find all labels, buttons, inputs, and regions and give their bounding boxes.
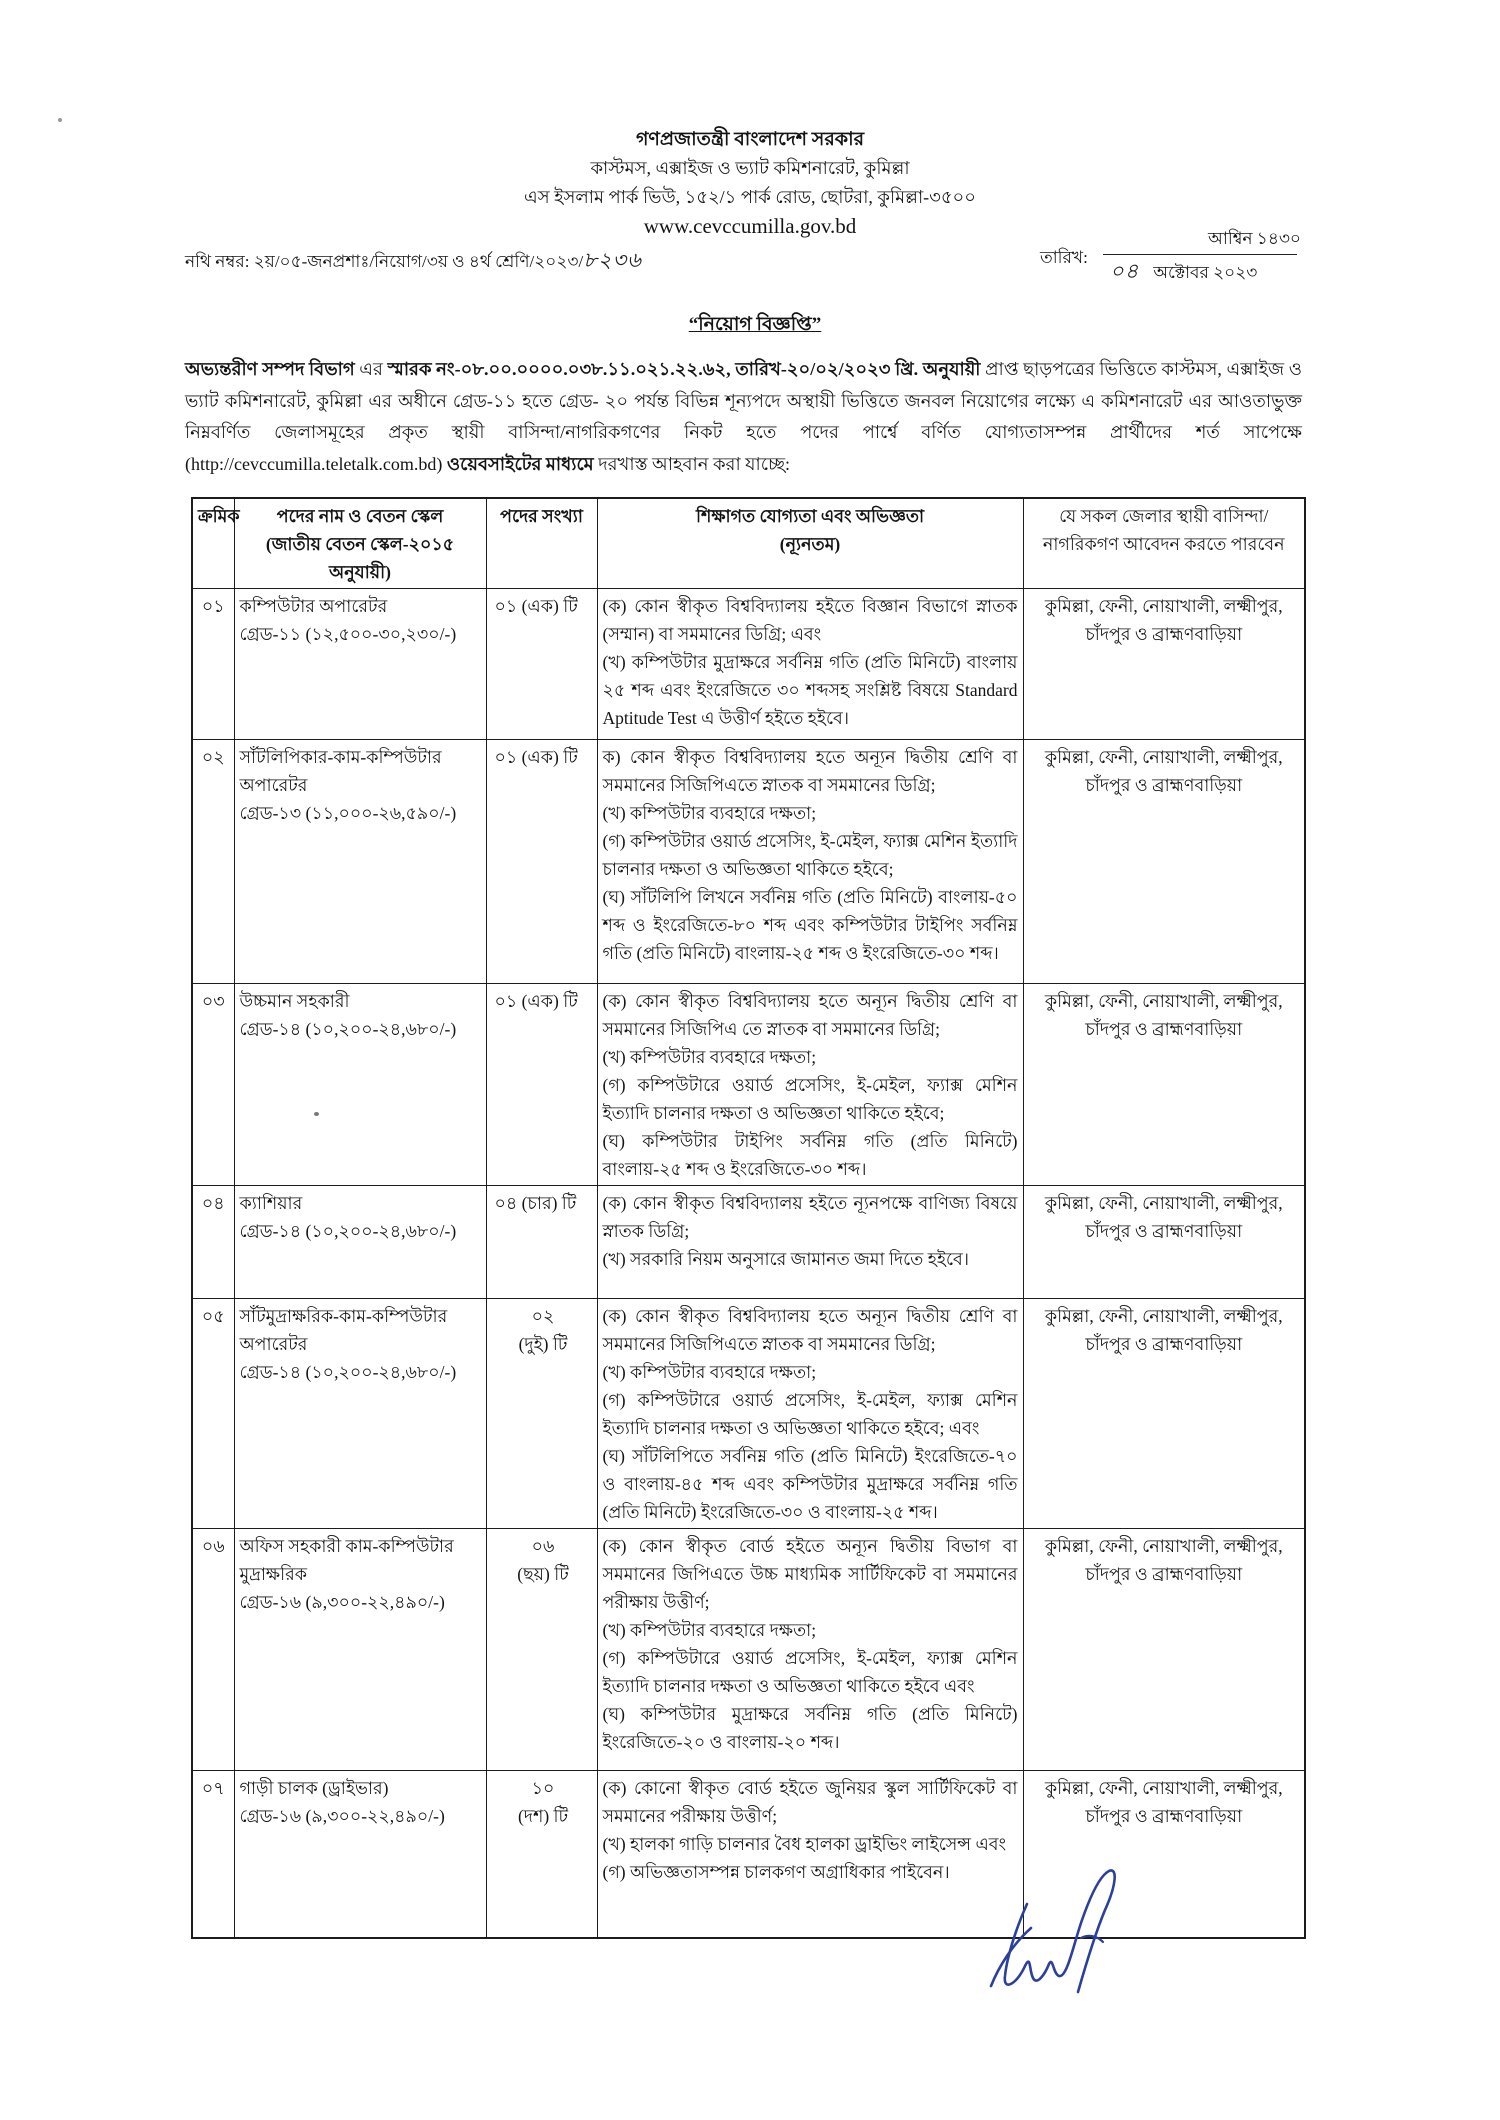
qualification-item: (খ) কম্পিউটার ব্যবহারে দক্ষতা;	[602, 1362, 817, 1382]
districts-cell: কুমিল্লা, ফেনী, নোয়াখালী, লক্ষ্মীপুর, চাঁদপুর ও ব্রাহ্মণবাড়িয়া	[1023, 1186, 1305, 1299]
header-post-line: (জাতীয় বেতন স্কেল-২০১৫ অনুযায়ী)	[265, 534, 455, 582]
header-row	[192, 498, 1305, 589]
signature-stroke	[991, 1928, 1031, 1986]
qualification-cell	[597, 1299, 1023, 1529]
serial-cell: ০১	[192, 589, 234, 740]
qualification-item: (ক) কোন স্বীকৃত বিশ্ববিদ্যালয় হইতে বিজ্ঞান বিভাগে স্নাতক (সম্মান) বা সমমানের ডিগ্রি; এবং	[602, 596, 1018, 644]
count-line: ০৬	[531, 1536, 555, 1556]
header-qualification	[597, 498, 1023, 589]
table-row	[192, 1529, 1305, 1771]
notice-title	[10, 310, 1500, 340]
table-row	[192, 589, 1305, 740]
header-count: পদের সংখ্যা	[486, 498, 597, 589]
signature-stroke	[1081, 1936, 1103, 1942]
qualification-item: (খ) হালকা গাড়ি চালনার বৈধ হালকা ড্রাইভিং লাইসেন্স এবং	[602, 1834, 1007, 1854]
post-name: গাড়ী চালক (ড্রাইভার)	[239, 1778, 389, 1798]
districts-cell: কুমিল্লা, ফেনী, নোয়াখালী, লক্ষ্মীপুর, চাঁদপুর ও ব্রাহ্মণবাড়িয়া	[1023, 589, 1305, 740]
header-districts: যে সকল জেলার স্থায়ী বাসিন্দা/নাগরিকগণ আবেদন করতে পারবেন	[1023, 498, 1305, 589]
qualification-item: (ক) কোন স্বীকৃত বিশ্ববিদ্যালয় হইতে ন্যূনপক্ষে বাণিজ্য বিষয়ে স্নাতক ডিগ্রি;	[602, 1193, 1018, 1241]
count-cell	[486, 1771, 597, 1939]
vacancy-table-body	[192, 589, 1305, 1939]
serial-cell: ০৩	[192, 984, 234, 1186]
qualification-item: (ঘ) সাঁটলিপি লিখনে সর্বনিম্ন গতি (প্রতি মিনিটে) বাংলায়-৫০ শব্দ ও ইংরেজিতে-৮০ শব্দ এবং কম্পিউটার টাইপিং সর্বনিম্ন গতি (প্রতি মিনিটে) বাংলায়-২৫ শব্দ ও ইংরেজিতে-৩০ শব্দ।	[602, 887, 1018, 963]
intro-text: দরখাস্ত আহবান করা যাচ্ছে:	[593, 453, 791, 474]
qualification-item: (ক) কোনো স্বীকৃত বোর্ড হইতে জুনিয়র স্কুল সার্টিফিকেট বা সমমানের পরীক্ষায় উত্তীর্ণ;	[602, 1778, 1018, 1826]
government-title: গণপ্রজাতন্ত্রী বাংলাদেশ সরকার	[635, 129, 865, 150]
file-number	[185, 246, 642, 276]
serial-cell: ০৬	[192, 1529, 234, 1771]
post-grade: গ্রেড-১১ (১২,৫০০-৩০,২৩০/-)	[239, 624, 457, 644]
count-line: ০১ (এক) টি	[494, 991, 578, 1011]
count-cell	[486, 1299, 597, 1529]
post-name: সাঁটলিপিকার-কাম-কম্পিউটার অপারেটর	[239, 747, 442, 795]
districts-cell: কুমিল্লা, ফেনী, নোয়াখালী, লক্ষ্মীপুর, চাঁদপুর ও ব্রাহ্মণবাড়িয়া	[1023, 740, 1305, 984]
count-line: ০২	[531, 1306, 555, 1326]
districts-cell: কুমিল্লা, ফেনী, নোয়াখালী, লক্ষ্মীপুর, চাঁদপুর ও ব্রাহ্মণবাড়িয়া	[1023, 1299, 1305, 1529]
file-number-handwritten: ৮২৩৬	[583, 248, 642, 272]
qualification-item: (ঘ) কম্পিউটার টাইপিং সর্বনিম্ন গতি (প্রতি মিনিটে) বাংলায়-২৫ শব্দ ও ইংরেজিতে-৩০ শব্দ।	[602, 1131, 1018, 1179]
qualification-item: (ঘ) কম্পিউটার মুদ্রাক্ষরে সর্বনিম্ন গতি (প্রতি মিনিটে) ইংরেজিতে-২০ ও বাংলায়-২০ শব্দ।	[602, 1704, 1018, 1752]
districts-cell: কুমিল্লা, ফেনী, নোয়াখালী, লক্ষ্মীপুর, চাঁদপুর ও ব্রাহ্মণবাড়িয়া	[1023, 1529, 1305, 1771]
post-name: ক্যাশিয়ার	[239, 1193, 303, 1213]
notice-intro-paragraph	[185, 354, 1302, 480]
post-name: সাঁটমুদ্রাক্ষরিক-কাম-কম্পিউটার অপারেটর	[239, 1306, 448, 1354]
post-cell	[234, 589, 486, 740]
post-grade: গ্রেড-১৪ (১০,২০০-২৪,৬৮০/-)	[239, 1221, 457, 1241]
districts-cell: কুমিল্লা, ফেনী, নোয়াখালী, লক্ষ্মীপুর, চাঁদপুর ও ব্রাহ্মণবাড়িয়া	[1023, 984, 1305, 1186]
qualification-item: (খ) কম্পিউটার মুদ্রাক্ষরে সর্বনিম্ন গতি (প্রতি মিনিটে) বাংলায় ২৫ শব্দ এবং ইংরেজিতে ৩০ শব্দসহ সংশ্লিষ্ট বিষয়ে Standard Aptitude Test এ উত্তীর্ণ হইতে হইবে।	[602, 652, 1018, 728]
qualification-cell	[597, 1529, 1023, 1771]
signature-stroke	[1005, 1870, 1115, 1992]
date-day-handwritten: ০৪	[1110, 259, 1140, 283]
qualification-item: (খ) কম্পিউটার ব্যবহারে দক্ষতা;	[602, 1047, 817, 1067]
intro-memo-reference: স্মারক নং-০৮.০০.০০০০.০৩৮.১১.০২১.২২.৬২, তারিখ-২০/০২/২০২৩ খ্রি. অনুযায়ী	[387, 359, 981, 379]
file-number-label: নথি নম্বর: ২য়/০৫-জনপ্রশাঃ/নিয়োগ/৩য় ও ৪র্থ শ্রেণি/২০২৩/	[185, 252, 584, 271]
header-qualification-line: (ন্যূনতম)	[779, 534, 841, 554]
qualification-cell	[597, 1771, 1023, 1939]
office-name: কাস্টমস, এক্সাইজ ও ভ্যাট কমিশনারেট, কুমিল্লা	[590, 158, 910, 178]
scan-speck	[58, 118, 62, 122]
qualification-cell	[597, 984, 1023, 1186]
header-serial: ক্রমিক	[192, 498, 234, 589]
qualification-item: (গ) কম্পিউটার ওয়ার্ড প্রসেসিং, ই-মেইল, ফ্যাক্স মেশিন ইত্যাদি চালনার দক্ষতা ও অভিজ্ঞতা থাকিতে হইবে;	[602, 831, 1018, 879]
post-grade: গ্রেড-১৩ (১১,০০০-২৬,৫৯০/-)	[239, 803, 457, 823]
districts-cell: কুমিল্লা, ফেনী, নোয়াখালী, লক্ষ্মীপুর, চাঁদপুর ও ব্রাহ্মণবাড়িয়া	[1023, 1771, 1305, 1939]
qualification-cell	[597, 589, 1023, 740]
office-address: এস ইসলাম পার্ক ভিউ, ১৫২/১ পার্ক রোড, ছোটরা, কুমিল্লা-৩৫০০	[524, 187, 976, 207]
qualification-item: (খ) কম্পিউটার ব্যবহারে দক্ষতা;	[602, 803, 817, 823]
post-name: উচ্চমান সহকারী	[239, 991, 350, 1011]
table-row	[192, 984, 1305, 1186]
table-row	[192, 1771, 1305, 1939]
table-row	[192, 740, 1305, 984]
intro-division: অভ্যন্তরীণ সম্পদ বিভাগ	[185, 359, 355, 379]
serial-cell: ০৪	[192, 1186, 234, 1299]
handwritten-signature-icon	[985, 1864, 1135, 1996]
count-line: ০১ (এক) টি	[494, 596, 578, 616]
count-line: ১০	[531, 1778, 555, 1798]
post-cell	[234, 1529, 486, 1771]
post-grade: গ্রেড-১৪ (১০,২০০-২৪,৬৮০/-)	[239, 1362, 457, 1382]
qualification-item: (খ) সরকারি নিয়ম অনুসারে জামানত জমা দিতে হইবে।	[602, 1249, 970, 1269]
qualification-item: (গ) কম্পিউটারে ওয়ার্ড প্রসেসিং, ই-মেইল, ফ্যাক্স মেশিন ইত্যাদি চালনার দক্ষতা ও অভিজ্ঞতা থাকিতে হইবে;	[602, 1075, 1018, 1123]
notice-title-text: “নিয়োগ বিজ্ঞপ্তি”	[688, 314, 822, 335]
count-line: (দশ) টি	[517, 1806, 569, 1826]
date-month-year: অক্টোবর ২০২৩	[1153, 263, 1258, 282]
date-bangla-calendar: আশ্বিন ১৪৩০	[1208, 229, 1301, 248]
count-line: (দুই) টি	[518, 1334, 568, 1354]
intro-text: এর	[354, 359, 388, 379]
header-post	[234, 498, 486, 589]
post-grade: গ্রেড-১৪ (১০,২০০-২৪,৬৮০/-)	[239, 1019, 457, 1039]
post-cell	[234, 984, 486, 1186]
count-line: (ছয়) টি	[517, 1564, 569, 1584]
vacancy-table-header	[192, 498, 1305, 589]
post-grade: গ্রেড-১৬ (৯,৩০০-২২,৪৯০/-)	[239, 1806, 445, 1826]
count-line: ০৪ (চার) টি	[494, 1193, 577, 1213]
qualification-item: (ক) কোন স্বীকৃত বিশ্ববিদ্যালয় হতে অন্যূন দ্বিতীয় শ্রেণি বা সমমানের সিজিপিএ তে স্নাতক বা সমমানের ডিগ্রি;	[602, 991, 1018, 1039]
qualification-item: (ক) কোন স্বীকৃত বিশ্ববিদ্যালয় হতে অন্যূন দ্বিতীয় শ্রেণি বা সমমানের সিজিপিএতে স্নাতক বা সমমানের ডিগ্রি;	[602, 1306, 1018, 1354]
qualification-item: (ক) কোন স্বীকৃত বোর্ড হইতে অন্যূন দ্বিতীয় বিভাগ বা সমমানের জিপিএতে উচ্চ মাধ্যমিক সার্টিফিকেট বা সমমানের পরীক্ষায় উত্তীর্ণ;	[602, 1536, 1018, 1612]
table-row	[192, 1186, 1305, 1299]
qualification-cell	[597, 740, 1023, 984]
intro-website-phrase: ওয়েবসাইটের মাধ্যমে	[446, 453, 594, 474]
qualification-item: (খ) কম্পিউটার ব্যবহারে দক্ষতা;	[602, 1620, 817, 1640]
post-grade: গ্রেড-১৬ (৯,৩০০-২২,৪৯০/-)	[239, 1592, 445, 1612]
intro-text: প্রাপ্ত ছাড়পত্রের ভিত্তিতে কাস্টমস, এক্সাইজ ও ভ্যাট কমিশনারেট, কুমিল্লা এর অধীনে গ্রেড-১১ হতে গ্রেড- ২০ পর্যন্ত বিভিন্ন শূন্যপদে অস্থায়ী ভিত্তিতে জনবল নিয়োগের লক্ষ্যে এ কমিশনারেট এর আওতাভুক্ত নিম্নবর্ণিত জেলাসমূহের প্রকৃত স্থায়ী বাসিন্দা/নাগরিকগণের নিকট হতে পদের পার্শ্বে বর্ণিত যোগ্যতাসম্পন্ন প্রার্থীদের শর্ত সাপেক্ষে (http://cevccumilla.teletalk.com.bd)	[185, 359, 1302, 474]
office-website: www.cevccumilla.gov.bd	[643, 214, 857, 238]
qualification-cell	[597, 1186, 1023, 1299]
serial-cell: ০৫	[192, 1299, 234, 1529]
qualification-item: (গ) কম্পিউটারে ওয়ার্ড প্রসেসিং, ই-মেইল, ফ্যাক্স মেশিন ইত্যাদি চালনার দক্ষতা ও অভিজ্ঞতা থাকিতে হইবে এবং	[602, 1648, 1018, 1696]
post-cell	[234, 1771, 486, 1939]
count-cell	[486, 740, 597, 984]
qualification-item: (গ) কম্পিউটারে ওয়ার্ড প্রসেসিং, ই-মেইল, ফ্যাক্স মেশিন ইত্যাদি চালনার দক্ষতা ও অভিজ্ঞতা থাকিতে হইবে; এবং	[602, 1390, 1018, 1438]
date-divider	[1103, 254, 1297, 255]
post-name: অফিস সহকারী কাম-কম্পিউটার মুদ্রাক্ষরিক	[239, 1536, 454, 1584]
header-qualification-line: শিক্ষাগত যোগ্যতা এবং অভিজ্ঞতা	[695, 506, 925, 526]
serial-cell: ০৭	[192, 1771, 234, 1939]
date-label: তারিখ:	[1040, 248, 1088, 267]
post-cell	[234, 1299, 486, 1529]
table-row	[192, 1299, 1305, 1529]
count-cell	[486, 984, 597, 1186]
header-post-line: পদের নাম ও বেতন স্কেল	[276, 506, 444, 526]
qualification-item: (ঘ) সাঁটলিপিতে সর্বনিম্ন গতি (প্রতি মিনিটে) ইংরেজিতে-৭০ ও বাংলায়-৪৫ শব্দ এবং কম্পিউটার মুদ্রাক্ষরে সর্বনিম্ন গতি (প্রতি মিনিটে) ইংরেজিতে-৩০ ও বাংলায়-২৫ শব্দ।	[602, 1446, 1018, 1522]
count-line: ০১ (এক) টি	[494, 747, 578, 767]
post-cell	[234, 1186, 486, 1299]
qualification-item: (গ) অভিজ্ঞতাসম্পন্ন চালকগণ অগ্রাধিকার পাইবেন।	[602, 1862, 950, 1882]
post-name: কম্পিউটার অপারেটর	[239, 596, 388, 616]
date-gregorian	[1110, 257, 1257, 287]
serial-cell: ০২	[192, 740, 234, 984]
count-cell	[486, 589, 597, 740]
vacancy-table	[191, 497, 1306, 1939]
post-cell	[234, 740, 486, 984]
letterhead	[0, 125, 1500, 241]
count-cell	[486, 1529, 597, 1771]
count-cell	[486, 1186, 597, 1299]
qualification-item: ক) কোন স্বীকৃত বিশ্ববিদ্যালয় হতে অন্যূন দ্বিতীয় শ্রেণি বা সমমানের সিজিপিএতে স্নাতক বা সমমানের ডিগ্রি;	[602, 747, 1018, 795]
